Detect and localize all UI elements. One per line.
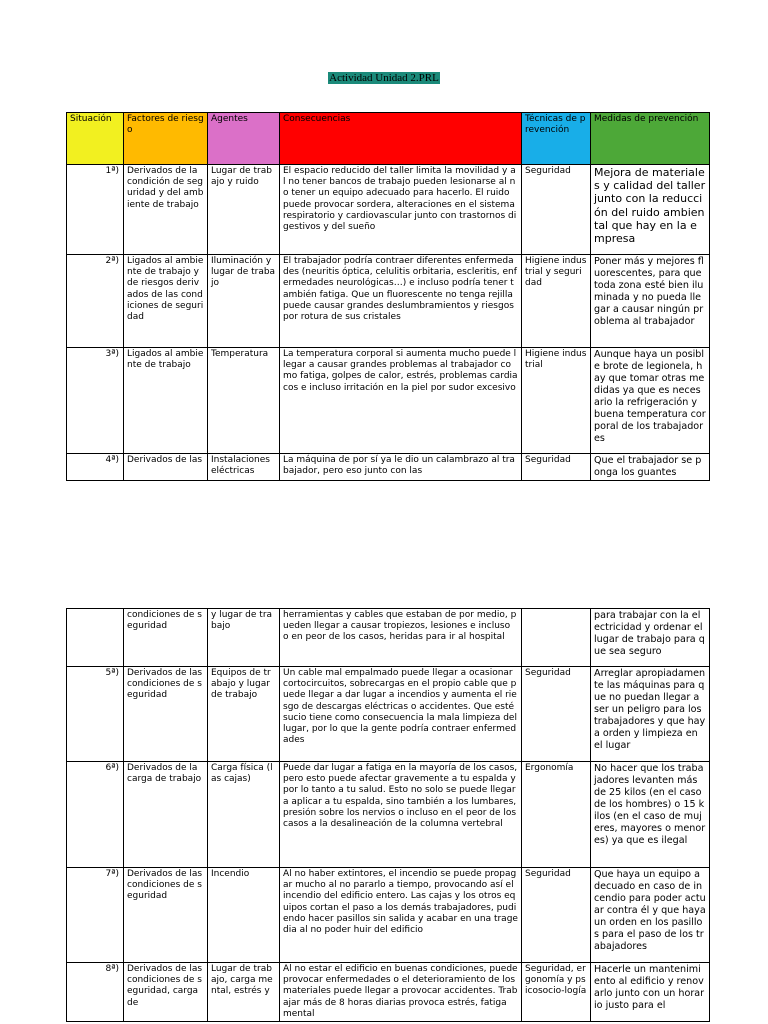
table-header-row	[67, 113, 710, 165]
row-agent: Equipos de trabajo y lugar de trabajo	[208, 667, 280, 762]
table-row	[67, 963, 710, 1022]
row-factor: condiciones de seguridad	[124, 609, 208, 667]
row-agent: Incendio	[208, 868, 280, 963]
row-measure: Aunque haya un posible brote de legionela, hay que tomar otras medidas ya que es necesario la refrigeración y buena temperatura corporal de los trabajadores	[591, 348, 710, 454]
risk-table-page-2	[66, 608, 710, 1022]
row-technique: Seguridad	[522, 667, 591, 762]
header-agentes: Agentes	[208, 113, 280, 165]
row-factor: Derivados de las	[124, 454, 208, 481]
row-consequence: El trabajador podría contraer diferentes enfermedades (neuritis óptica, celulitis orbitaria, escleritis, enfermedades neurológicas…) e incluso podría tener también fatiga. Que un fluorescente no tenga rejilla puede causar grandes deslumbramientos y riesgos por rotura de sus cristales	[280, 255, 522, 348]
row-measure: Arreglar apropiadamente las máquinas para que no puedan llegar a ser un peligro para los trabajadores y que haya orden y limpieza en el lugar	[591, 667, 710, 762]
row-technique: Seguridad	[522, 165, 591, 255]
header-situacion: Situación	[67, 113, 124, 165]
row-agent: Carga física (las cajas)	[208, 762, 280, 868]
row-situation: 2ª)	[67, 255, 124, 348]
risk-table-page-1	[66, 112, 710, 481]
row-consequence: Puede dar lugar a fatiga en la mayoría de los casos, pero esto puede afectar gravemente a tu espalda y por lo tanto a tu salud. Esto no solo se puede llegar a aplicar a tu espalda, sino también a los lumbares, presión sobre los nervios o incluso en el peor de los casos a la desalineación de la columna vertebral	[280, 762, 522, 868]
row-technique: Higiene industrial y seguridad	[522, 255, 591, 348]
header-medidas: Medidas de prevención	[591, 113, 710, 165]
row-consequence: La máquina de por sí ya le dio un calambrazo al trabajador, pero eso junto con las	[280, 454, 522, 481]
row-technique	[522, 609, 591, 667]
row-measure: No hacer que los trabajadores levanten más de 25 kilos (en el caso de los hombres) o 15 kilos (en el caso de mujeres, mayores o menores) ya que es ilegal	[591, 762, 710, 868]
row-agent: Lugar de trabajo y ruido	[208, 165, 280, 255]
row-agent: Temperatura	[208, 348, 280, 454]
row-measure: Hacerle un mantenimiento al edificio y renovarlo junto con un horario justo para el	[591, 963, 710, 1022]
table-row	[67, 667, 710, 762]
row-agent: y lugar de trabajo	[208, 609, 280, 667]
row-technique: Ergonomía	[522, 762, 591, 868]
row-agent: Instalaciones eléctricas	[208, 454, 280, 481]
row-measure: Que haya un equipo adecuado en caso de incendio para poder actuar contra él y que haya un orden en los pasillos para el paso de los trabajadores	[591, 868, 710, 963]
row-factor: Derivados de las condiciones de seguridad	[124, 868, 208, 963]
row-situation: 7ª)	[67, 868, 124, 963]
header-factores: Factores de riesgo	[124, 113, 208, 165]
table-row	[67, 868, 710, 963]
row-situation: 4ª)	[67, 454, 124, 481]
row-situation: 6ª)	[67, 762, 124, 868]
row-factor: Ligados al ambiente de trabajo	[124, 348, 208, 454]
row-consequence: herramientas y cables que estaban de por medio, pueden llegar a causar tropiezos, lesiones e incluso o en peor de los casos, heridas para ir al hospital	[280, 609, 522, 667]
row-factor: Ligados al ambiente de trabajo y de riesgos derivados de las condiciones de seguridad	[124, 255, 208, 348]
row-consequence: Al no estar el edificio en buenas condiciones, puede provocar enfermedades o el deterioramiento de los materiales puede llegar a provocar accidentes. Trabajar más de 8 horas diarias provoca estrés, fatiga mental	[280, 963, 522, 1022]
row-technique: Higiene industrial	[522, 348, 591, 454]
table-row	[67, 762, 710, 868]
row-consequence: El espacio reducido del taller limita la movilidad y al no tener bancos de trabajo pueden lesionarse al no tener un equipo adecuado para hacerlo. El ruido puede provocar sordera, alteraciones en el sistema respiratorio y cardiovascular junto con trastornos digestivos y del sueño	[280, 165, 522, 255]
row-situation: 3ª)	[67, 348, 124, 454]
row-technique: Seguridad, ergonomía y psicosocio-logía	[522, 963, 591, 1022]
row-factor: Derivados de la carga de trabajo	[124, 762, 208, 868]
row-consequence: Al no haber extintores, el incendio se puede propagar mucho al no pararlo a tiempo, provocando así el incendio del edificio entero. Las cajas y los otros equipos cortan el paso a los demás trabajadores, pudiendo hacer pasillos sin salida y acabar en una tragedia al no poder huir del edificio	[280, 868, 522, 963]
row-factor: Derivados de las condiciones de seguridad, carga de	[124, 963, 208, 1022]
table-row	[67, 348, 710, 454]
row-measure: para trabajar con la electricidad y ordenar el lugar de trabajo para que sea seguro	[591, 609, 710, 667]
row-situation: 8ª)	[67, 963, 124, 1022]
row-technique: Seguridad	[522, 454, 591, 481]
row-situation: 1ª)	[67, 165, 124, 255]
header-consecuencias: Consecuencias	[280, 113, 522, 165]
row-technique: Seguridad	[522, 868, 591, 963]
row-agent: Lugar de trabajo, carga mental, estrés y	[208, 963, 280, 1022]
table-row	[67, 454, 710, 481]
row-measure: Que el trabajador se ponga los guantes	[591, 454, 710, 481]
document-title: Actividad Unidad 2.PRL	[329, 72, 439, 84]
row-measure: Mejora de materiales y calidad del taller junto con la reducción del ruido ambiental que hay en la empresa	[591, 165, 710, 255]
row-consequence: Un cable mal empalmado puede llegar a ocasionar cortocircuitos, sobrecargas en el propio cable que puede llegar a dar lugar a incendios y aumenta el riesgo de descargas eléctricas o accidentes. Que esté sucio tiene como consecuencia la mala limpieza del lugar, por lo que la gente podría contraer enfermedades	[280, 667, 522, 762]
row-factor: Derivados de las condiciones de seguridad	[124, 667, 208, 762]
table-row	[67, 165, 710, 255]
table-row	[67, 609, 710, 667]
row-agent: Iluminación y lugar de trabajo	[208, 255, 280, 348]
row-factor: Derivados de la condición de seguridad y del ambiente de trabajo	[124, 165, 208, 255]
row-situation	[67, 609, 124, 667]
row-situation: 5ª)	[67, 667, 124, 762]
row-measure: Poner más y mejores fluorescentes, para que toda zona esté bien iluminada y no pueda llegar a causar ningún problema al trabajador	[591, 255, 710, 348]
document-title-wrap	[0, 66, 768, 85]
row-consequence: La temperatura corporal si aumenta mucho puede llegar a causar grandes problemas al trabajador como fatiga, golpes de calor, estrés, problemas cardiacos e incluso irritación en la piel por sudor excesivo	[280, 348, 522, 454]
table-row	[67, 255, 710, 348]
header-tecnicas: Técnicas de prevención	[522, 113, 591, 165]
